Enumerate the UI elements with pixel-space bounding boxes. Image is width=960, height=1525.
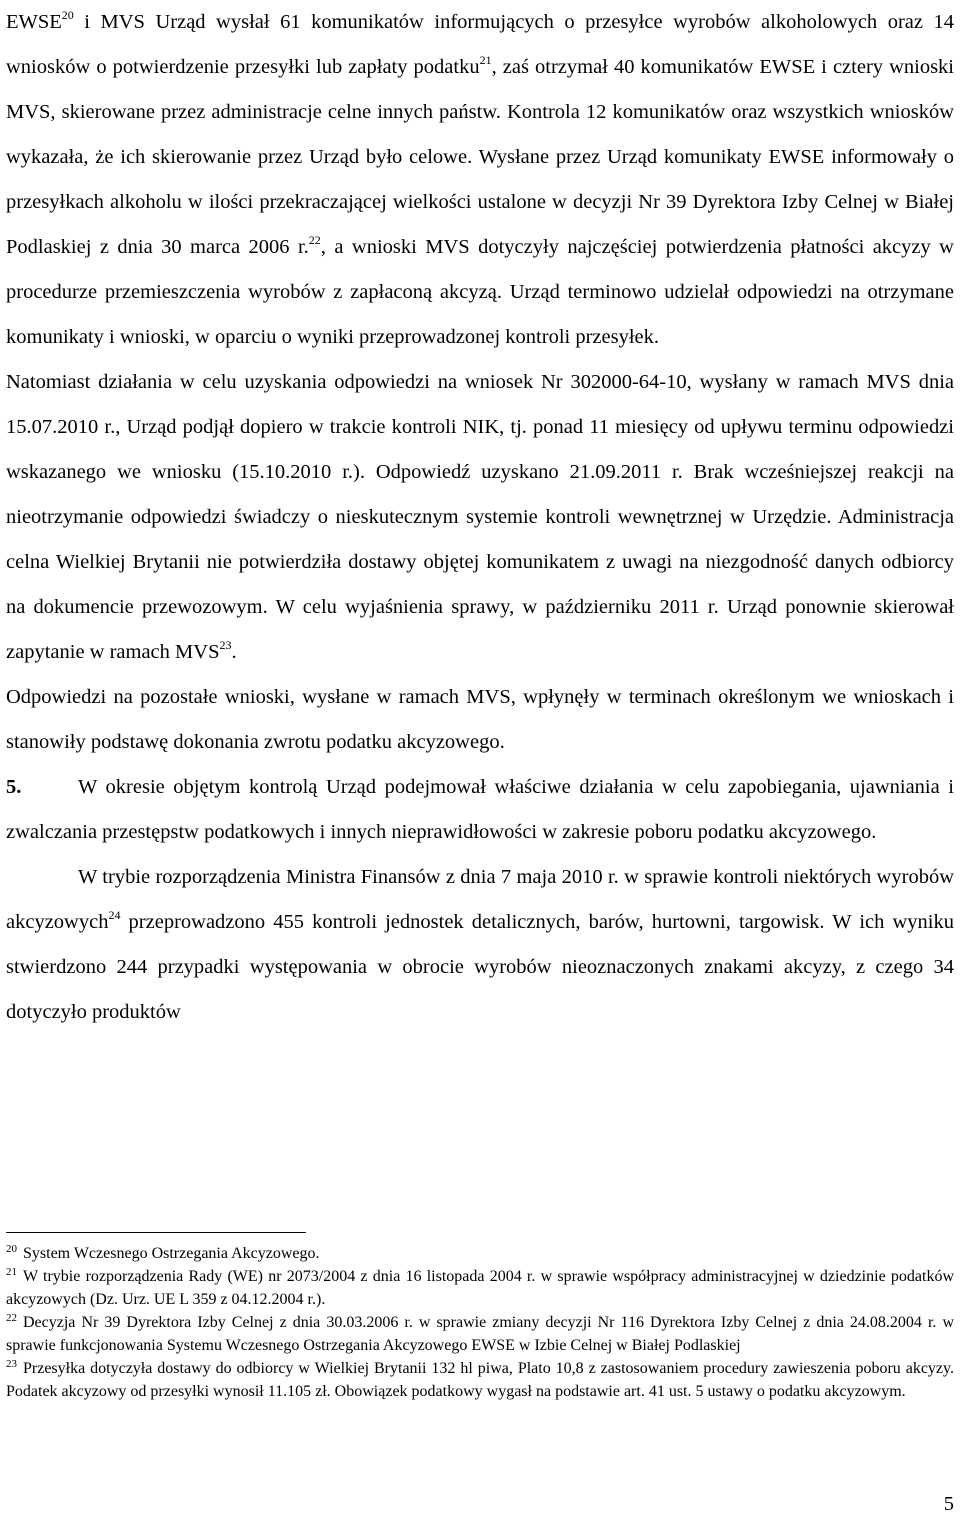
paragraph-5: [6, 855, 954, 1035]
text-run: i MVS Urząd wysłał 61 komunikatów informujących o przesyłce wyrobów alkoholowych oraz 14 wniosków o potwierdzenie przesyłki lub zapłaty podatku: [6, 11, 954, 78]
footnote-22: [6, 1311, 954, 1357]
paragraph-2: [6, 360, 954, 675]
text-run: przeprowadzono 455 kontroli jednostek detalicznych, barów, hurtowni, targowisk. W ich wyniku stwierdzono 244 przypadki występowania w obrocie wyrobów nieoznaczonych znakami akcyzy, z czego 34 dotyczyło produktów: [6, 911, 954, 1023]
footnote-number: 21: [6, 1266, 17, 1278]
footnote-21: [6, 1265, 954, 1311]
footnote-ref-20[interactable]: 20: [61, 8, 74, 22]
section-number: 5.: [6, 776, 22, 798]
footnote-number: 23: [6, 1358, 17, 1370]
footnote-ref-21[interactable]: 21: [479, 53, 492, 67]
paragraph-4: [6, 765, 954, 855]
body-text: [6, 0, 954, 1035]
paragraph-1: [6, 0, 954, 360]
footnote-text: System Wczesnego Ostrzegania Akcyzowego.: [23, 1245, 320, 1262]
page-number: 5: [943, 1493, 954, 1515]
footnotes: [6, 1242, 954, 1403]
text-run: W okresie objętym kontrolą Urząd podejmował właściwe działania w celu zapobiegania, ujawniania i zwalczania przestępstw podatkowych i innych nieprawidłowości w zakresie poboru podatku akcyzowego.: [6, 776, 954, 843]
footnote-ref-22[interactable]: 22: [308, 233, 321, 247]
footnote-text: Przesyłka dotyczyła dostawy do odbiorcy w Wielkiej Brytanii 132 hl piwa, Plato 10,8 z zastosowaniem procedury zawieszenia poboru akcyzy. Podatek akcyzowy od przesyłki wynosił 11.105 zł. Obowiązek podatkowy wygasł na podstawie art. 41 ust. 5 ustawy o podatku akcyzowym.: [6, 1360, 954, 1400]
text-run: W trybie rozporządzenia Ministra Finansów z dnia 7 maja 2010 r. w sprawie kontroli niektórych wyrobów akcyzowych: [6, 866, 954, 933]
text-run: , a wnioski MVS dotyczyły najczęściej potwierdzenia płatności akcyzy w procedurze przemieszczenia wyrobów z zapłaconą akcyzą. Urząd terminowo udzielał odpowiedzi na otrzymane komunikaty i wnioski, w oparciu o wyniki przeprowadzonej kontroli przesyłek.: [6, 236, 954, 348]
footnote-number: 20: [6, 1243, 17, 1255]
footnote-ref-23[interactable]: 23: [219, 638, 232, 652]
footnote-text: W trybie rozporządzenia Rady (WE) nr 2073/2004 z dnia 16 listopada 2004 r. w sprawie współpracy administracyjnej w dziedzinie podatków akcyzowych (Dz. Urz. UE L 359 z 04.12.2004 r.).: [6, 1268, 954, 1308]
footnote-number: 22: [6, 1312, 17, 1324]
text-run: Natomiast działania w celu uzyskania odpowiedzi na wniosek Nr 302000-64-10, wysłany w ramach MVS dnia 15.07.2010 r., Urząd podjął dopiero w trakcie kontroli NIK, tj. ponad 11 miesięcy od upływu terminu odpowiedzi wskazanego we wniosku (15.10.2010 r.). Odpowiedź uzyskano 21.09.2011 r. Brak wcześniejszej reakcji na nieotrzymanie odpowiedzi świadczy o nieskutecznym systemie kontroli wewnętrznej w Urzędzie. Administracja celna Wielkiej Brytanii nie potwierdziła dostawy objętej komunikatem z uwagi na niezgodność danych odbiorcy na dokumencie przewozowym. W celu wyjaśnienia sprawy, w październiku 2011 r. Urząd ponownie skierował zapytanie w ramach MVS: [6, 371, 954, 663]
footnote-23: [6, 1357, 954, 1403]
footnote-ref-24[interactable]: 24: [108, 908, 121, 922]
paragraph-3: Odpowiedzi na pozostałe wnioski, wysłane w ramach MVS, wpłynęły w terminach określonym we wnioskach i stanowiły podstawę dokonania zwrotu podatku akcyzowego.: [6, 686, 954, 753]
text-run: .: [231, 641, 237, 663]
footnote-separator: [6, 1232, 306, 1233]
text-run: EWSE: [6, 11, 62, 33]
text-run: , zaś otrzymał 40 komunikatów EWSE i cztery wnioski MVS, skierowane przez administracje celne innych państw. Kontrola 12 komunikatów oraz wszystkich wniosków wykazała, że ich skierowanie przez Urząd było celowe. Wysłane przez Urząd komunikaty EWSE informowały o przesyłkach alkoholu w ilości przekraczającej wielkości ustalone w decyzji Nr 39 Dyrektora Izby Celnej w Białej Podlaskiej z dnia 30 marca 2006 r.: [6, 56, 955, 258]
footnote-20: [6, 1242, 954, 1265]
footnote-text: Decyzja Nr 39 Dyrektora Izby Celnej z dnia 30.03.2006 r. w sprawie zmiany decyzji Nr 116 Dyrektora Izby Celnej z dnia 24.08.2004 r. w sprawie funkcjonowania Systemu Wczesnego Ostrzegania Akcyzowego EWSE w Izbie Celnej w Białej Podlaskiej: [6, 1314, 954, 1354]
